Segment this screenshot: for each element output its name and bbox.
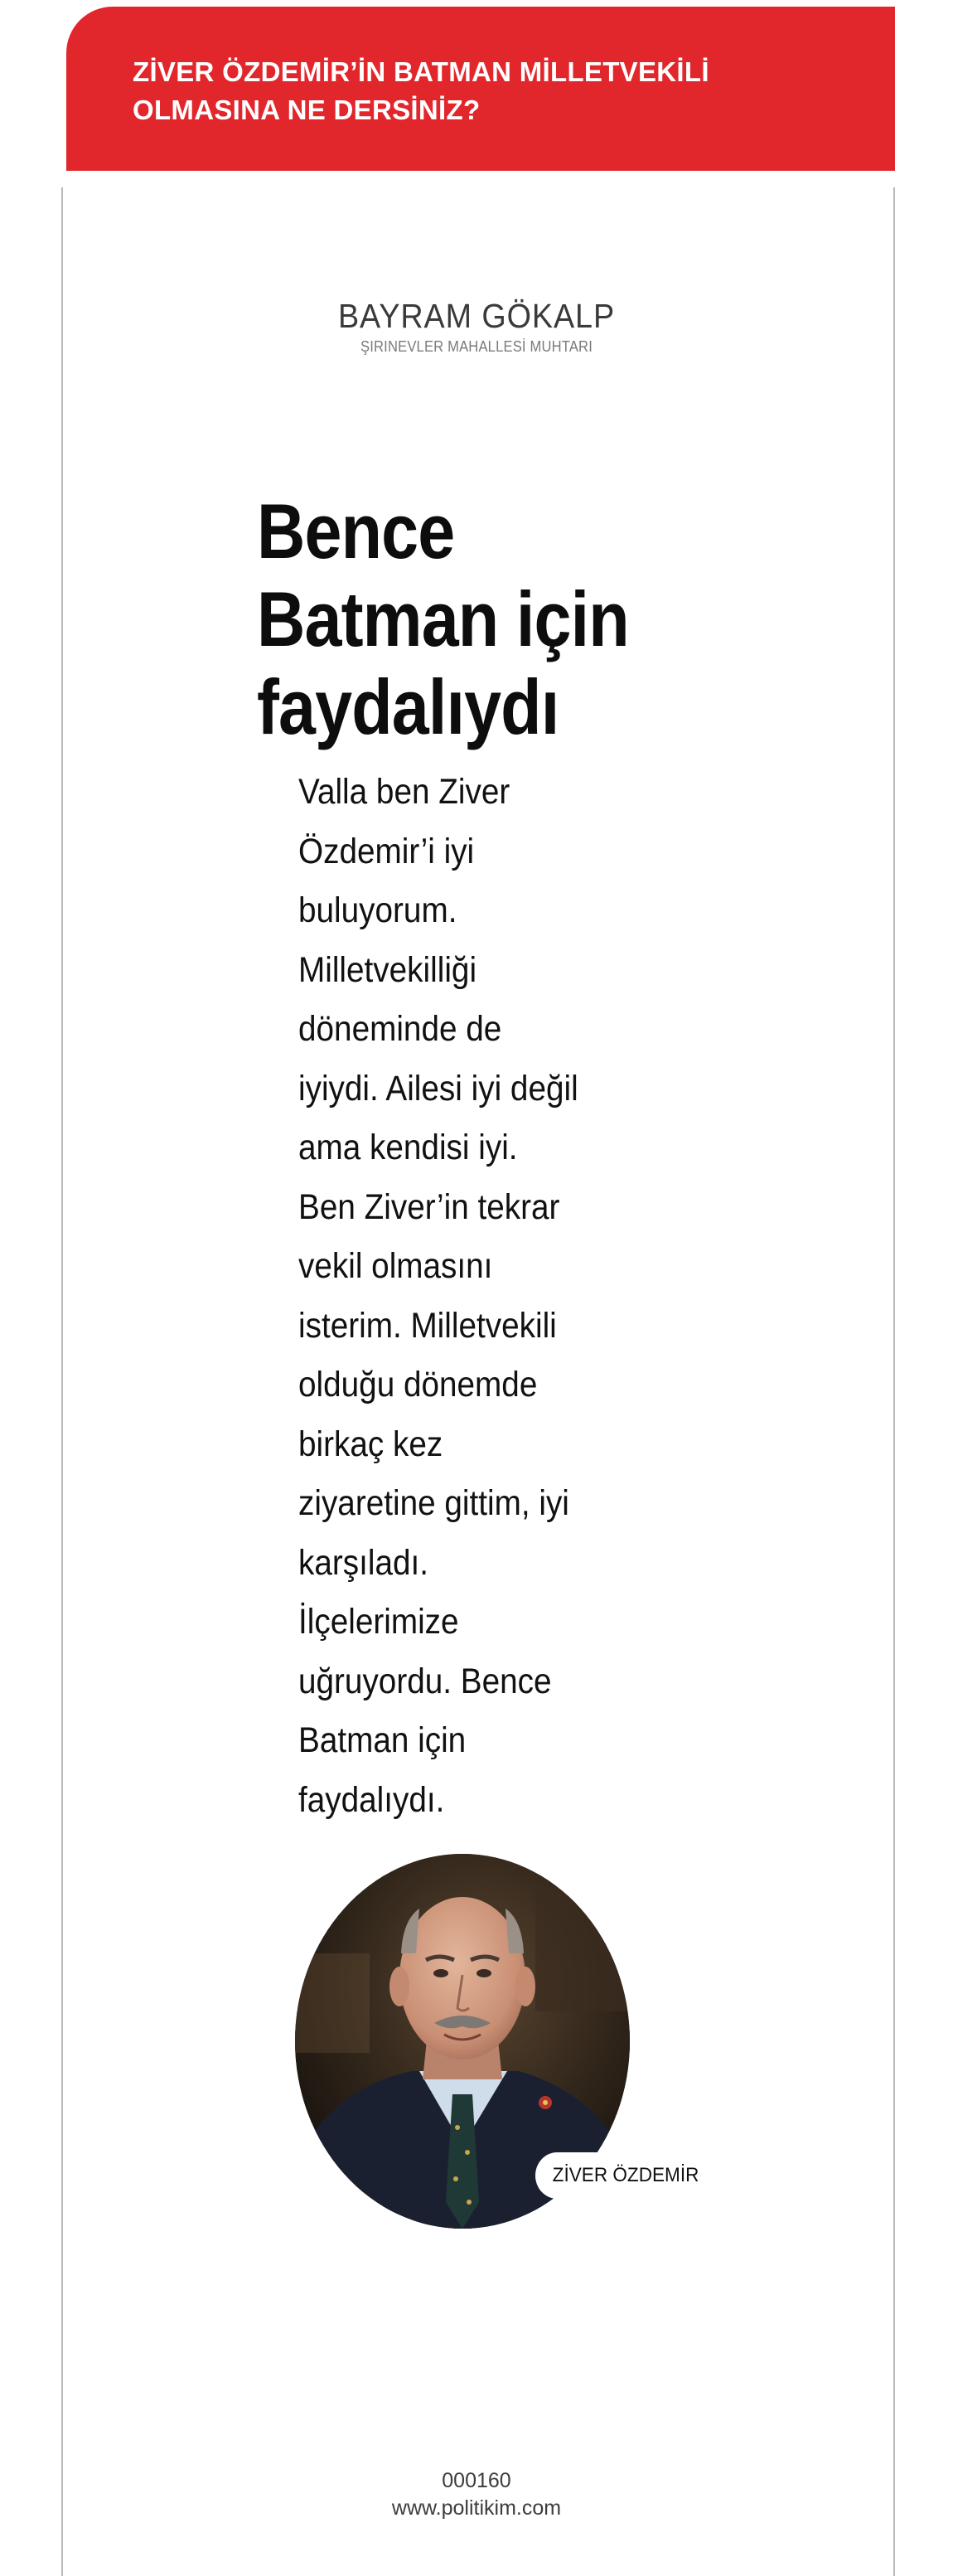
author-name: BAYRAM GÖKALP — [337, 297, 616, 335]
photo-caption: ZİVER ÖZDEMİR — [535, 2152, 716, 2199]
footer — [0, 2467, 953, 2522]
footer-url: www.politikim.com — [391, 2496, 562, 2520]
banner-question: ZİVER ÖZDEMİR’İN BATMAN MİLLETVEKİLİ OLMASINA NE DERSİNİZ? — [133, 56, 709, 125]
author-block — [0, 297, 953, 356]
article-body: Valla ben Ziver Özdemir’i iyi buluyorum. Milletvekilliği döneminde de iyiydi. Ailesi iyi değil ama kendisi iyi. Ben Ziver’in tekrar vekil olmasını isterim. Milletvekili olduğu dönemde birkaç kez ziyaretine gittim, iyi karşıladı. İlçelerimize uğruyordu. Bence Batman için faydalıydı. — [298, 772, 578, 1820]
right-border-rule — [893, 187, 895, 2576]
author-role: ŞIRINEVLER MAHALLESİ MUHTARI — [360, 338, 593, 355]
question-banner — [66, 7, 895, 171]
article-headline: Bence Batman için faydalıydı — [257, 488, 629, 750]
left-border-rule — [61, 187, 63, 2576]
footer-code: 000160 — [442, 2469, 511, 2492]
